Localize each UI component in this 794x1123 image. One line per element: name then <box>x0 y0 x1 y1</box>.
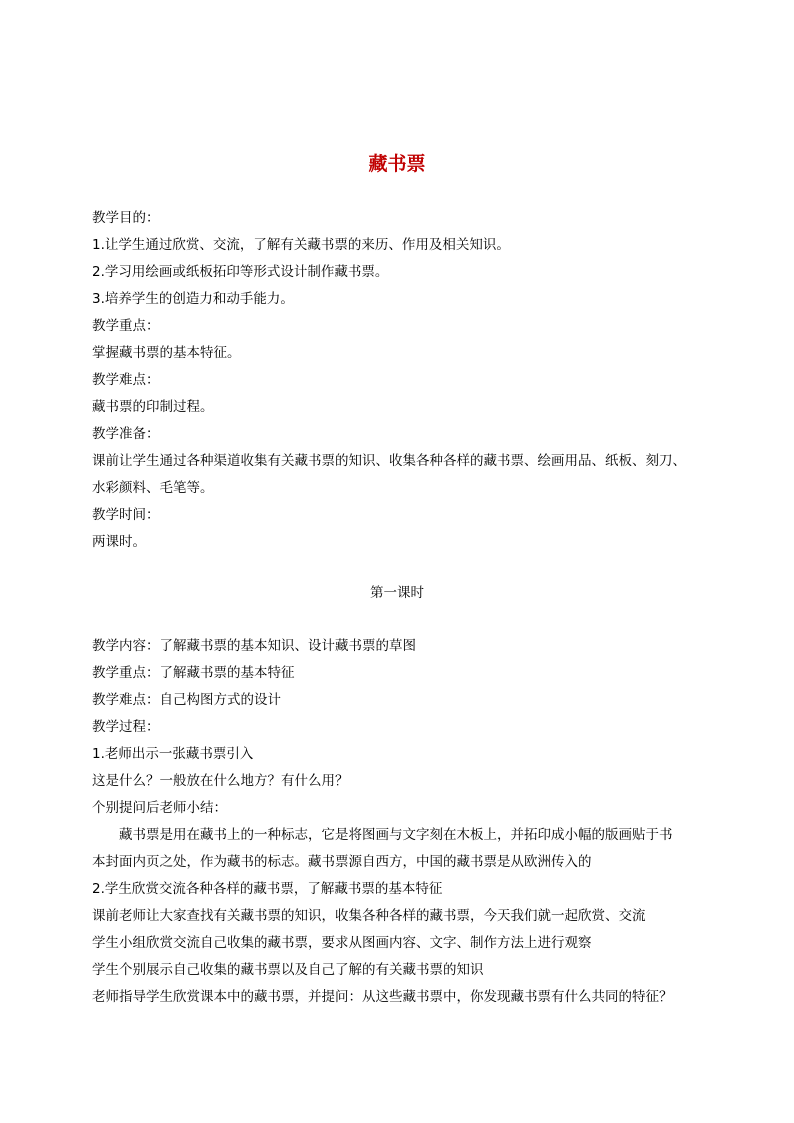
lesson-section <box>92 633 712 1011</box>
closing-line: 学生个别展示自己收集的藏书票以及自己了解的有关藏书票的知识 <box>92 962 484 978</box>
closing-line: 2.学生欣赏交流各种各样的藏书票，了解藏书票的基本特征 <box>92 881 443 897</box>
intro-line: 教学重点： <box>92 318 160 334</box>
intro-line: 水彩颜料、毛笔等。 <box>92 480 214 496</box>
lesson-line: 这是什么？一般放在什么地方？有什么用？ <box>92 773 349 789</box>
closing-line: 学生小组欣赏交流自己收集的藏书票，要求从图画内容、文字、制作方法上进行观察 <box>92 935 592 951</box>
intro-line: 1.让学生通过欣赏、交流，了解有关藏书票的来历、作用及相关知识。 <box>92 237 510 253</box>
summary-paragraph-line: 藏书票是用在藏书上的一种标志，它是将图画与文字刻在木板上，并拓印成小幅的版画贴于书 <box>119 827 673 843</box>
lesson-line: 1.老师出示一张藏书票引入 <box>92 746 254 762</box>
lesson-heading: 第一课时 <box>370 585 424 601</box>
intro-line: 藏书票的印制过程。 <box>92 399 214 415</box>
page-title: 藏书票 <box>368 153 426 175</box>
intro-line: 教学难点： <box>92 372 160 388</box>
closing-line: 老师指导学生欣赏课本中的藏书票，并提问：从这些藏书票中，你发现藏书票有什么共同的特征？ <box>92 989 673 1005</box>
intro-line: 3.培养学生的创造力和动手能力。 <box>92 291 294 307</box>
lesson-line: 教学重点：了解藏书票的基本特征 <box>92 665 295 681</box>
intro-line: 课前让学生通过各种渠道收集有关藏书票的知识、收集各种各样的藏书票、绘画用品、纸板、刻刀、 <box>92 453 686 469</box>
intro-line: 教学准备： <box>92 426 160 442</box>
summary-paragraph-line: 本封面内页之处，作为藏书的标志。藏书票源自西方，中国的藏书票是从欧洲传入的 <box>92 854 592 870</box>
lesson-line: 教学过程： <box>92 719 160 735</box>
intro-line: 掌握藏书票的基本特征。 <box>92 345 241 361</box>
intro-section <box>92 205 712 556</box>
intro-line: 两课时。 <box>92 534 146 550</box>
intro-line: 教学时间： <box>92 507 160 523</box>
lesson-line: 教学内容：了解藏书票的基本知识、设计藏书票的草图 <box>92 638 416 654</box>
lesson-line: 教学难点：自己构图方式的设计 <box>92 692 281 708</box>
intro-line: 教学目的： <box>92 210 160 226</box>
intro-line: 2.学习用绘画或纸板拓印等形式设计制作藏书票。 <box>92 264 389 280</box>
closing-line: 课前老师让大家查找有关藏书票的知识，收集各种各样的藏书票，今天我们就一起欣赏、交流 <box>92 908 646 924</box>
lesson-line: 个别提问后老师小结： <box>92 800 227 816</box>
